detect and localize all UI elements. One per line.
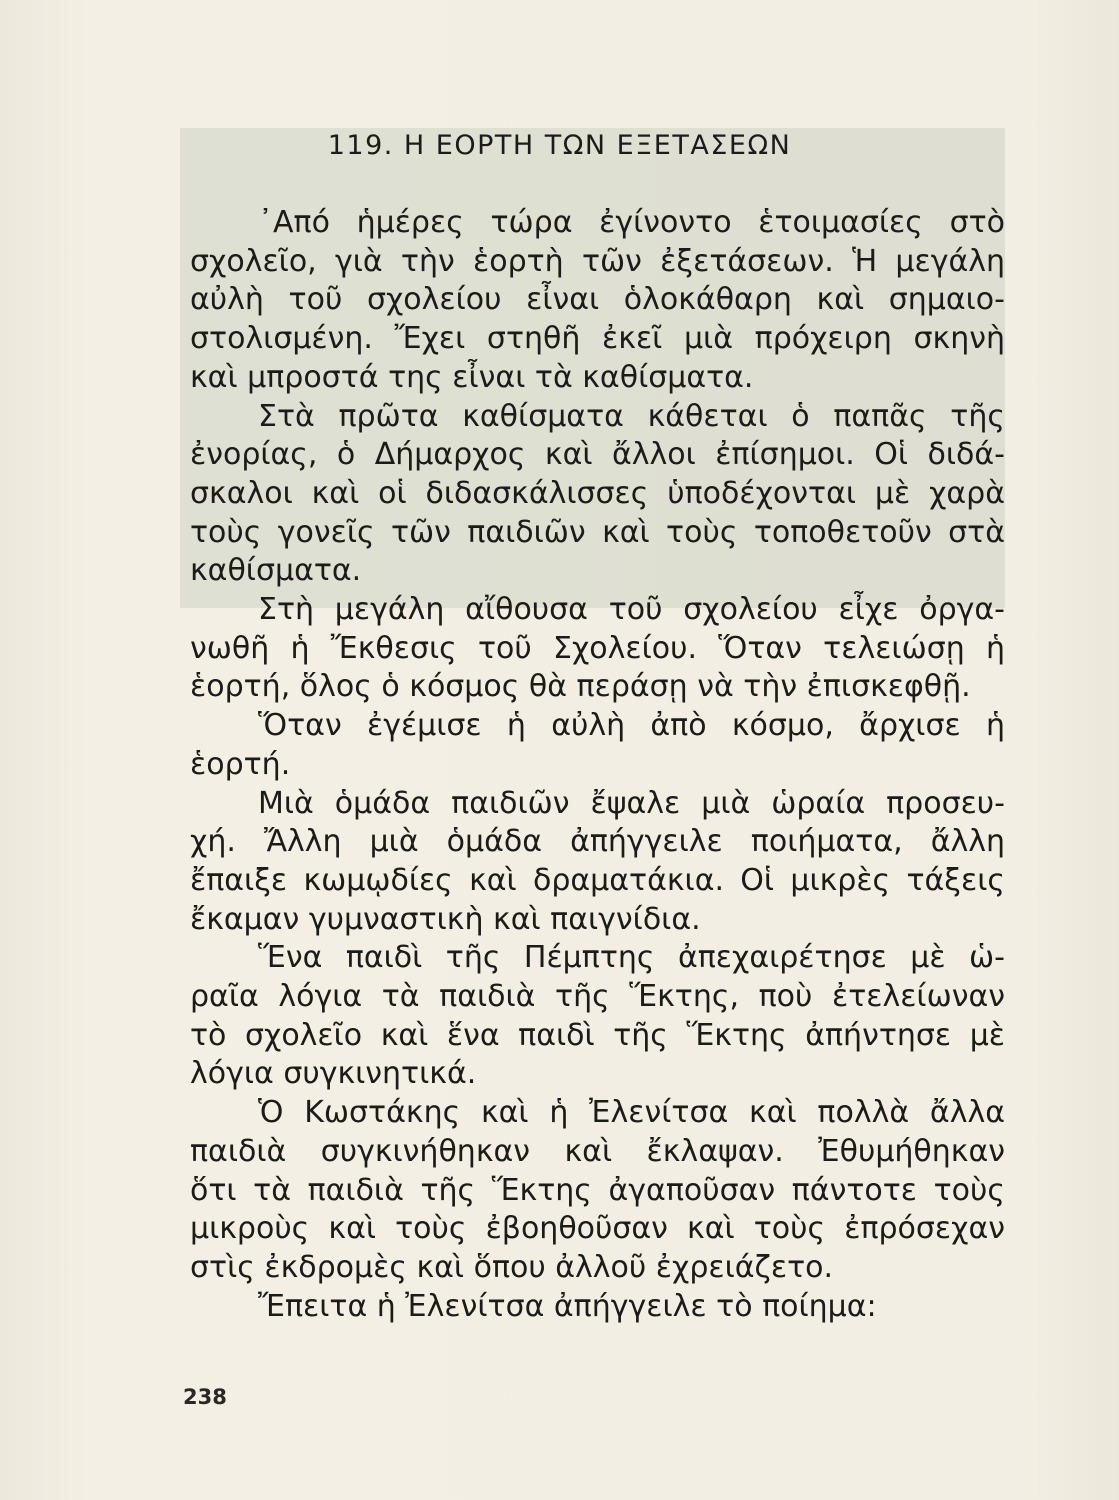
text-line: ἑορτή, ὅλος ὁ κόσμος θὰ περάσῃ νὰ τὴν ἐπισκεφθῇ. xyxy=(190,669,971,705)
text-line: σχολεῖο, γιὰ τὴν ἑορτὴ τῶν ἐξετάσεων. Ἡ μεγάλη xyxy=(190,243,1005,279)
page-number: 238 xyxy=(183,1385,227,1409)
text-line: τὸ σχολεῖο καὶ ἕνα παιδὶ τῆς Ἕκτης ἀπήντησε μὲ xyxy=(190,1017,1005,1053)
text-line: Ὁ Κωστάκης καὶ ἡ Ἐλενίτσα καὶ πολλὰ ἄλλα xyxy=(258,1095,1005,1131)
text-line: ἐνορίας, ὁ Δήμαρχος καὶ ἄλλοι ἐπίσημοι. Οἱ διδά- xyxy=(190,437,1005,473)
text-line: καὶ μπροστά της εἶναι τὰ καθίσματα. xyxy=(190,359,754,395)
text-line: λόγια συγκινητικά. xyxy=(190,1056,477,1092)
text-line: Στὰ πρῶτα καθίσματα κάθεται ὁ παπᾶς τῆς xyxy=(258,398,1005,434)
text-line: ραῖα λόγια τὰ παιδιὰ τῆς Ἕκτης, ποὺ ἐτελείωναν xyxy=(190,979,1005,1015)
text-line: μικροὺς καὶ τοὺς ἐβοηθοῦσαν καὶ τοὺς ἐπρόσεχαν xyxy=(190,1211,1005,1247)
text-line: σκαλοι καὶ οἱ διδασκάλισσες ὑποδέχονται μὲ χαρὰ xyxy=(190,475,1005,511)
body-text xyxy=(190,204,1005,1326)
text-line: καθίσματα. xyxy=(190,553,362,589)
text-line: ἔκαμαν γυμναστικὴ καὶ παιγνίδια. xyxy=(190,901,701,937)
text-line: νωθῆ ἡ Ἔκθεσις τοῦ Σχολείου. Ὅταν τελειώσῃ ἡ xyxy=(190,630,1005,666)
text-line: Στὴ μεγάλη αἴθουσα τοῦ σχολείου εἶχε ὀργα- xyxy=(258,592,1005,628)
text-line: στὶς ἐκδρομὲς καὶ ὅπου ἀλλοῦ ἐχρειάζετο. xyxy=(190,1249,834,1285)
text-line: ᾿Από ἡμέρες τώρα ἐγίνοντο ἑτοιμασίες στὸ xyxy=(258,205,1005,240)
chapter-heading: 119. Η ΕΟΡΤΗ ΤΩΝ ΕΞΕΤΑΣΕΩΝ xyxy=(327,130,792,161)
text-line: τοὺς γονεῖς τῶν παιδιῶν καὶ τοὺς τοποθετοῦν στὰ xyxy=(190,514,1005,550)
text-line: Ὅταν ἐγέμισε ἡ αὐλὴ ἀπὸ κόσμο, ἄρχισε ἡ xyxy=(258,708,1005,744)
text-line: αὐλὴ τοῦ σχολείου εἶναι ὁλοκάθαρη καὶ σημαιο- xyxy=(190,282,1005,318)
text-line: ἔπαιξε κωμῳδίες καὶ δραματάκια. Οἱ μικρὲς τάξεις xyxy=(190,862,1005,898)
text-line: χή. Ἄλλη μιὰ ὁμάδα ἀπήγγειλε ποιήματα, ἄλλη xyxy=(190,824,1005,860)
text-line: Μιὰ ὁμάδα παιδιῶν ἔψαλε μιὰ ὡραία προσευ- xyxy=(258,785,1005,821)
text-line: στολισμένη. Ἔχει στηθῆ ἐκεῖ μιὰ πρόχειρη σκηνὴ xyxy=(190,321,1005,357)
text-line: ὅτι τὰ παιδιὰ τῆς Ἕκτης ἀγαποῦσαν πάντοτε τοὺς xyxy=(190,1172,1005,1208)
text-line: ἑορτή. xyxy=(190,746,291,782)
text-line: παιδιὰ συγκινήθηκαν καὶ ἔκλαψαν. Ἐθυμήθηκαν xyxy=(190,1133,1005,1169)
text-line: Ἕνα παιδὶ τῆς Πέμπτης ἀπεχαιρέτησε μὲ ὡ- xyxy=(258,940,1005,976)
text-line: Ἔπειτα ἡ Ἐλενίτσα ἀπήγγειλε τὸ ποίημα: xyxy=(258,1288,877,1324)
